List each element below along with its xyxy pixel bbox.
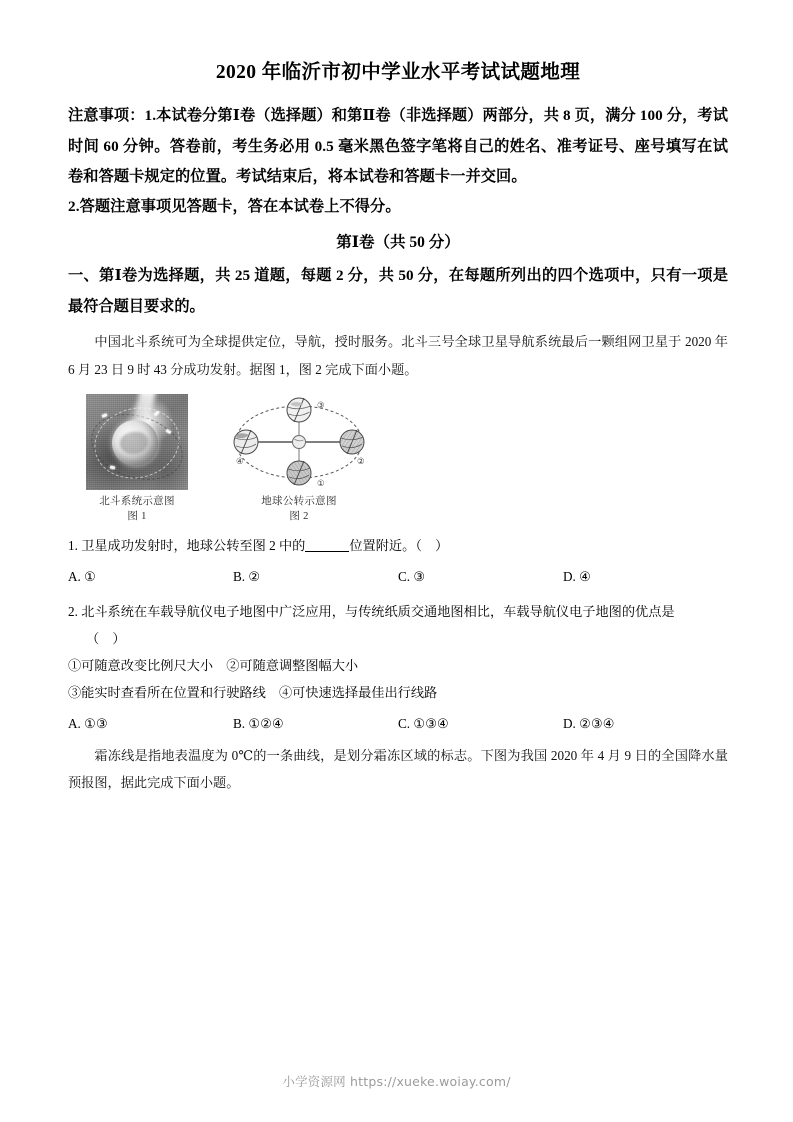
question-1 xyxy=(68,532,728,590)
question-2-option-b[interactable]: B. ①②④ xyxy=(233,716,284,732)
question-1-option-a[interactable]: A. ① xyxy=(68,569,96,585)
notice-paragraph-2: 2.答题注意事项见答题卡，答在本试卷上不得分。 xyxy=(68,198,401,216)
figure-2-caption xyxy=(261,494,337,524)
question-1-stem-before-blank: 卫星成功发射时，地球公转至图 2 中的 xyxy=(81,538,306,554)
figure-1-caption-title: 北斗系统示意图 xyxy=(99,495,175,507)
question-2-option-a[interactable]: A. ①③ xyxy=(68,716,108,732)
earth-revolution-image xyxy=(224,394,374,490)
section-instruction: 一、第Ⅰ卷为选择题，共 25 道题，每题 2 分，共 50 分，在每题所列出的四个选项中，只有一项是最符合题目要求的。 xyxy=(68,267,728,315)
question-2 xyxy=(68,598,728,737)
figure-1-caption-number: 图 1 xyxy=(127,510,147,522)
question-1-option-b[interactable]: B. ② xyxy=(233,569,261,585)
question-1-stem-after-blank: 位置附近。（ ） xyxy=(349,538,449,554)
passage-frost-line: 霜冻线是指地表温度为 0℃的一条曲线，是划分霜冻区域的标志。下图为我国 2020 年 4 月 9 日的全国降水量预报图，据此完成下面小题。 xyxy=(68,747,728,791)
earth-position-label-bottom: ① xyxy=(317,478,325,489)
passage-beidou: 中国北斗系统可为全球提供定位，导航，授时服务。北斗三号全球卫星导航系统最后一颗组网卫星于 2020 年 6 月 23 日 9 时 43 分成功发射。据图 1，图 2 完成下面小题。 xyxy=(68,334,728,377)
figure-earth-revolution xyxy=(224,394,374,524)
earth-position-left xyxy=(234,430,258,454)
question-2-stem-text: 北斗系统在车载导航仪电子地图中广泛应用，与传统纸质交通地图相比，车载导航仪电子地图的优点是 xyxy=(81,604,675,620)
earth-position-top xyxy=(287,398,311,422)
question-2-stem xyxy=(68,598,728,625)
answer-blank xyxy=(305,551,349,552)
earth-position-right xyxy=(340,430,364,454)
earth-position-label-left: ④ xyxy=(236,456,244,467)
figure-2-caption-title: 地球公转示意图 xyxy=(261,495,337,507)
question-2-sub-item-line-1: ①可随意改变比例尺大小 ②可随意调整图幅大小 xyxy=(68,658,359,674)
question-2-option-c[interactable]: C. ①③④ xyxy=(398,716,449,732)
document-content xyxy=(68,58,728,803)
figure-2-caption-number: 图 2 xyxy=(289,510,309,522)
question-1-options xyxy=(68,563,728,590)
question-2-answer-paren: （ ） xyxy=(86,631,126,647)
question-2-option-d[interactable]: D. ②③④ xyxy=(563,716,615,732)
notice-paragraph-1: 注意事项：1.本试卷分第Ⅰ卷（选择题）和第Ⅱ卷（非选择题）两部分，共 8 页，满分 100 分，考试时间 60 分钟。答卷前，考生务必用 0.5 毫米黑色签字笔将自己的姓名、准考证号、座号填写在试卷和答题卡规定的位置。考试结束后，将本试卷和答题卡一并交回。 xyxy=(68,107,728,186)
question-1-number: 1. xyxy=(68,538,78,554)
question-1-option-d[interactable]: D. ④ xyxy=(563,569,591,585)
question-2-options xyxy=(68,710,728,737)
page-title: 2020 年临沂市初中学业水平考试试题地理 xyxy=(215,62,581,83)
question-2-sub-items xyxy=(68,652,728,706)
notice-block xyxy=(68,101,728,223)
earth-position-label-right: ② xyxy=(357,456,365,467)
section-header: 第Ⅰ卷（共 50 分） xyxy=(336,233,460,251)
figure-beidou-system xyxy=(86,394,188,524)
question-1-stem xyxy=(68,532,728,559)
question-1-option-c[interactable]: C. ③ xyxy=(398,569,426,585)
image-grain-overlay xyxy=(86,394,188,490)
question-2-sub-item-line-2: ③能实时查看所在位置和行驶路线 ④可快速选择最佳出行线路 xyxy=(68,685,438,701)
beidou-system-image xyxy=(86,394,188,490)
sun-icon xyxy=(293,435,306,448)
earth-position-bottom xyxy=(287,461,311,485)
site-watermark: 小学资源网 https://xueke.woiay.com/ xyxy=(282,1074,511,1089)
question-2-number: 2. xyxy=(68,604,78,620)
earth-position-label-top: ③ xyxy=(317,400,325,411)
figure-1-caption xyxy=(99,494,175,524)
figure-group xyxy=(68,394,728,524)
